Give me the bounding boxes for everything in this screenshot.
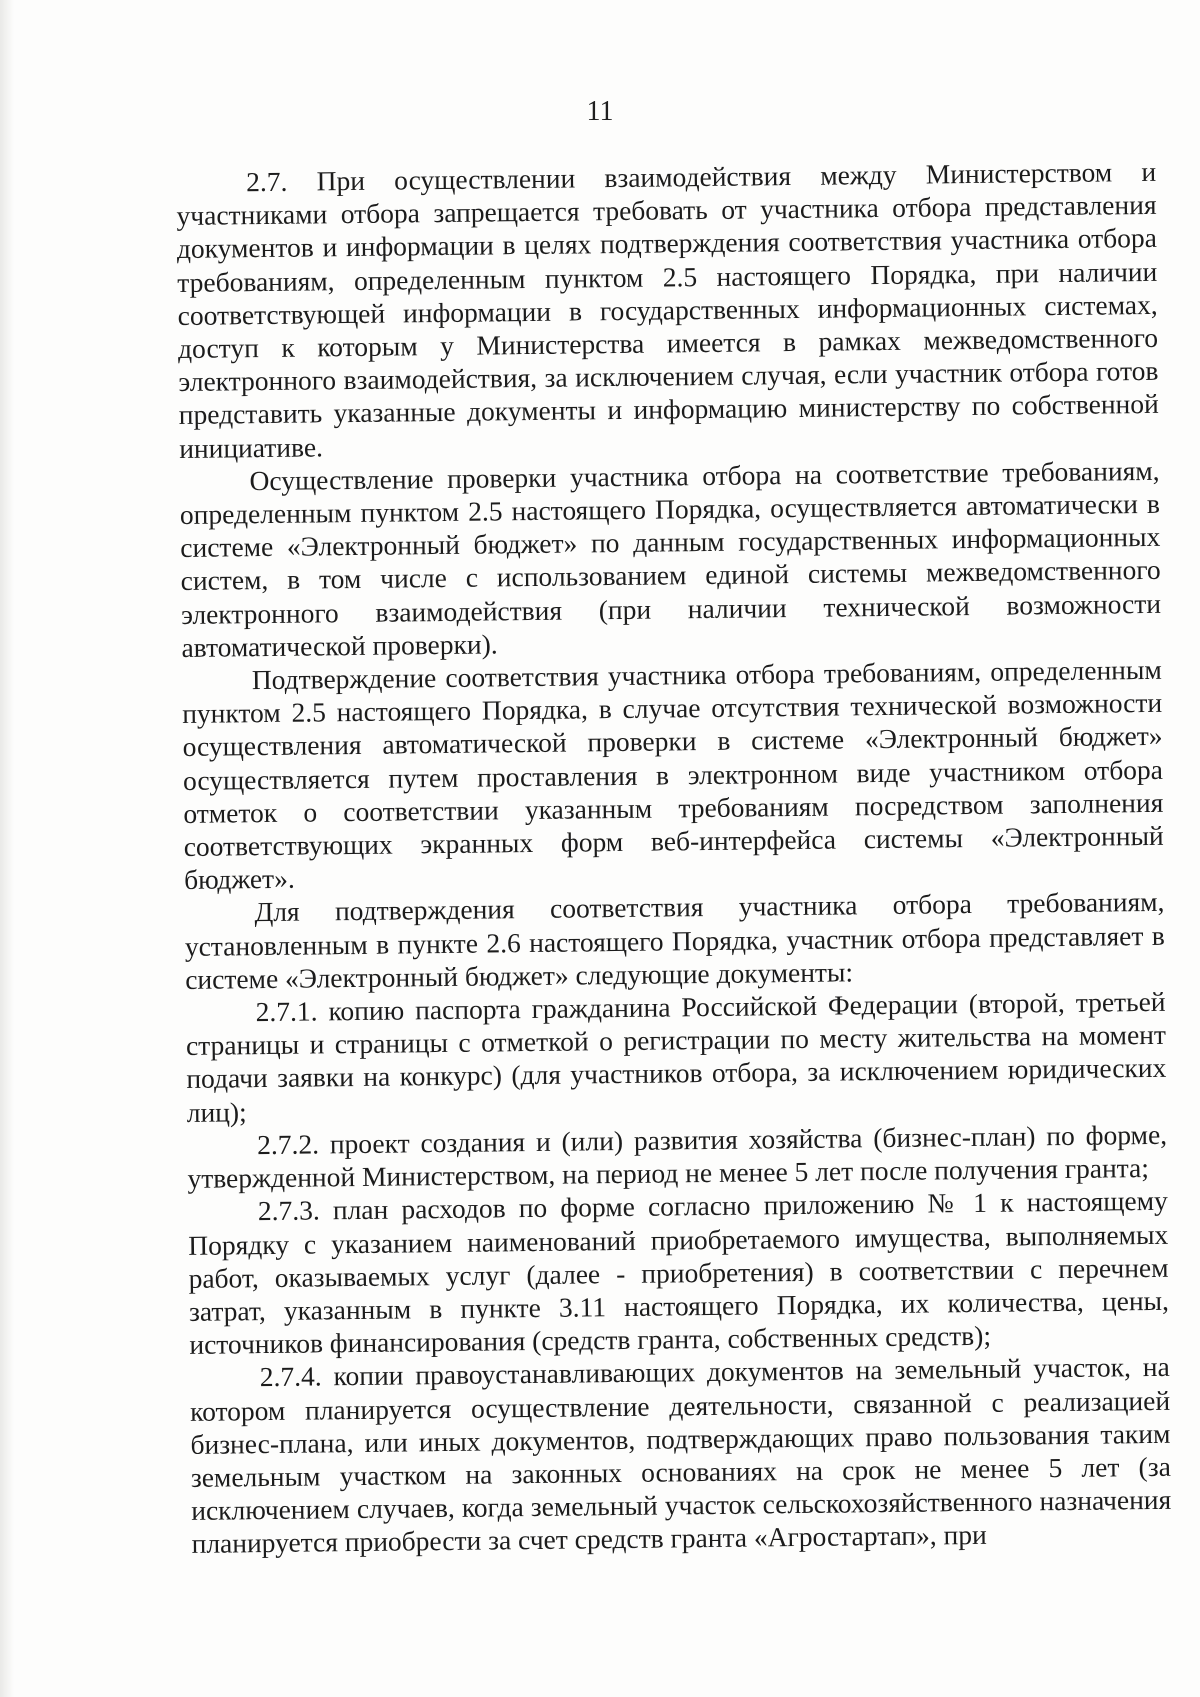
paragraph-2-7-4: 2.7.4. копии правоустанавливающих документов на земельный участок, на котором планируется осуществление деятельности, связанной с реализацией бизнес-плана, или иных документов, подтверждающих право пользования таким земельным участком на законных основаниях на срок не менее 5 лет (за исключением случаев, когда земельный участок сельскохозяйственного назначения планируется приобрести за счет средств гранта «Агростартап», при bbox=[189, 1351, 1172, 1560]
page-number: 11 bbox=[586, 96, 614, 127]
paragraph-confirmation: Подтверждение соответствия участника отбора требованиям, определенным пунктом 2.5 настоящего Порядка, в случае отсутствия технической возможности осуществления автоматической проверки в системе «Электронный бюджет» осуществляется путем проставления в электронном виде участником отбора отметок о соответствии указанным требованиям посредством заполнения соответствующих экранных форм веб-интерфейса системы «Электронный бюджет». bbox=[182, 653, 1164, 896]
paragraph-verification: Осуществление проверки участника отбора на соответствие требованиям, определенным пунктом 2.5 настоящего Порядка, осуществляется автоматически в системе «Электронный бюджет» по данным государственных информационных систем, в том числе с использованием единой системы межведомственного электронного взаимодействия (при наличии технической возможности автоматической проверки). bbox=[179, 454, 1162, 663]
paragraph-2-7-3: 2.7.3. план расходов по форме согласно приложению № 1 к настоящему Порядку с указанием наименований приобретаемого имущества, выполняемых работ, оказываемых услуг (далее - приобретения) в соответствии с перечнем затрат, указанным в пункте 3.11 настоящего Порядка, их количества, цены, источников финансирования (средств гранта, собственных средств); bbox=[188, 1185, 1170, 1361]
paragraph-documents-intro: Для подтверждения соответствия участника отбора требованиям, установленным в пункте 2.6 настоящего Порядка, участник отбора представляет в системе «Электронный бюджет» следующие документы: bbox=[184, 886, 1165, 995]
scan-edge-shadow bbox=[0, 0, 14, 1697]
paragraph-2-7-2: 2.7.2. проект создания и (или) развития хозяйства (бизнес-план) по форме, утвержденной Министерством, на период не менее 5 лет после получения гранта; bbox=[187, 1118, 1168, 1195]
paragraph-2-7-1: 2.7.1. копию паспорта гражданина Российской Федерации (второй, третьей страницы и страницы с отметкой о регистрации по месту жительства на момент подачи заявки на конкурс) (для участников отбора, за исключением юридических лиц); bbox=[185, 985, 1167, 1128]
paragraph-2-7: 2.7. При осуществлении взаимодействия между Министерством и участниками отбора запрещается требовать от участника отбора представления документов и информации в целях подтверждения соответствия участника отбора требованиям, определенным пунктом 2.5 настоящего Порядка, при наличии соответствующей информации в государственных информационных системах, доступ к которым у Министерства имеется в рамках межведомственного электронного взаимодействия, за исключением случая, если участник отбора готов представить указанные документы и информацию министерству по собственной инициативе. bbox=[176, 155, 1159, 464]
document-body bbox=[176, 155, 1172, 1561]
